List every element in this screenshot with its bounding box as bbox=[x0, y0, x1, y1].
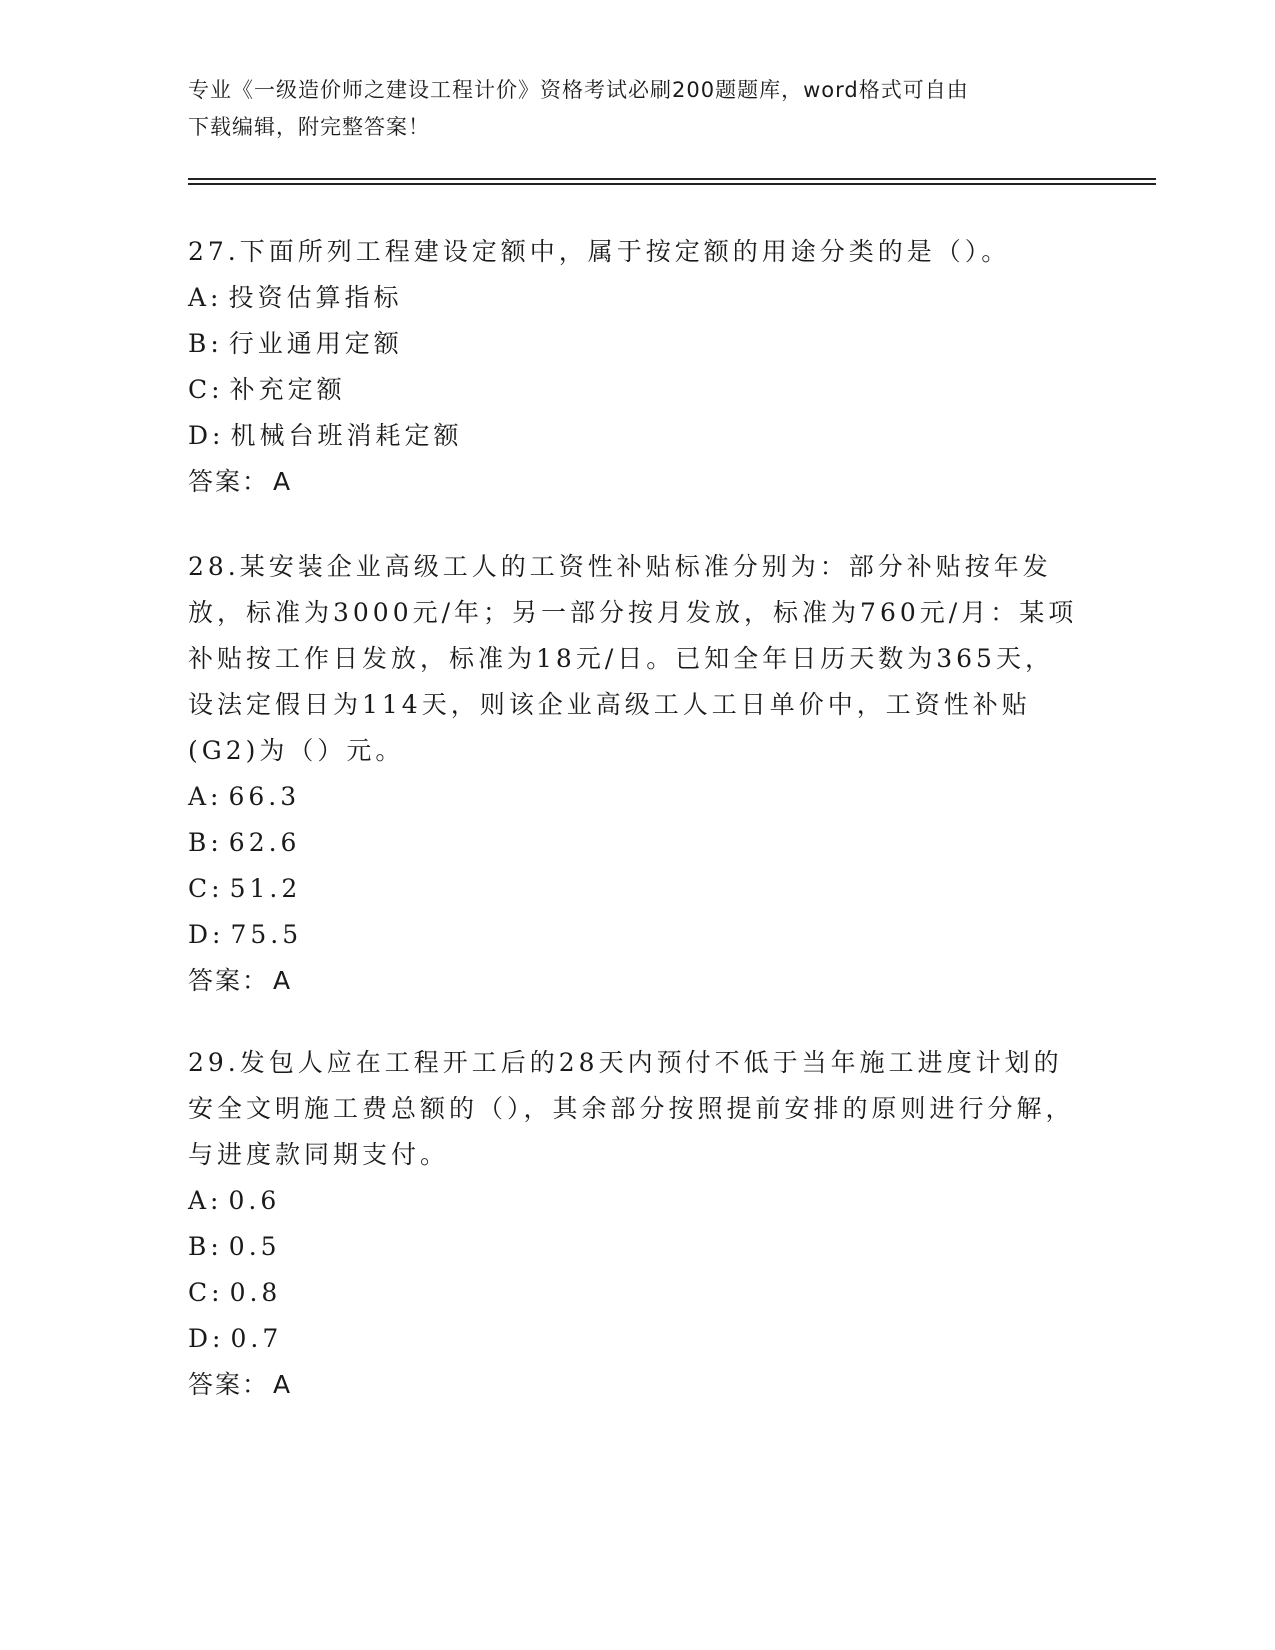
header-line-1: 专业《一级造价师之建设工程计价》资格考试必刷200题题库，word格式可自由 bbox=[188, 78, 969, 102]
option-d bbox=[188, 912, 1078, 958]
option-letter: D: bbox=[188, 920, 225, 949]
option-letter: B: bbox=[188, 1232, 223, 1261]
option-letter: B: bbox=[188, 329, 223, 358]
option-a bbox=[188, 1178, 1078, 1224]
option-b bbox=[188, 321, 1078, 367]
option-text: 机械台班消耗定额 bbox=[230, 421, 463, 450]
option-b bbox=[188, 1224, 1078, 1270]
header-divider-top bbox=[188, 178, 1156, 180]
answer-label: 答案： bbox=[188, 966, 270, 995]
question-28 bbox=[188, 544, 1078, 1004]
answer-value: A bbox=[273, 467, 293, 496]
option-d bbox=[188, 413, 1078, 459]
answer-value: A bbox=[273, 1370, 293, 1399]
answer-line bbox=[188, 1362, 1078, 1408]
option-text: 0.5 bbox=[228, 1232, 281, 1261]
option-text: 0.6 bbox=[228, 1186, 281, 1215]
option-text: 补充定额 bbox=[229, 375, 346, 404]
document-header bbox=[188, 72, 1068, 146]
option-text: 66.3 bbox=[228, 782, 301, 811]
question-stem: 28.某安装企业高级工人的工资性补贴标准分别为：部分补贴按年发放，标准为3000元/年；另一部分按月发放，标准为760元/月：某项补贴按工作日发放，标准为18元/日。已知全年日历天数为365天，设法定假日为114天，则该企业高级工人工日单价中，工资性补贴(G2)为（）元。 bbox=[188, 552, 1078, 765]
option-c bbox=[188, 1270, 1078, 1316]
answer-label: 答案： bbox=[188, 1370, 270, 1399]
question-29 bbox=[188, 1040, 1078, 1408]
answer-value: A bbox=[273, 966, 293, 995]
option-letter: A: bbox=[188, 283, 223, 312]
option-c bbox=[188, 866, 1078, 912]
option-letter: C: bbox=[188, 1278, 224, 1307]
option-letter: D: bbox=[188, 1324, 225, 1353]
option-d bbox=[188, 1316, 1078, 1362]
option-letter: C: bbox=[188, 874, 224, 903]
option-letter: B: bbox=[188, 828, 223, 857]
question-stem: 29.发包人应在工程开工后的28天内预付不低于当年施工进度计划的安全文明施工费总额的（），其余部分按照提前安排的原则进行分解，与进度款同期支付。 bbox=[188, 1048, 1075, 1169]
option-b bbox=[188, 820, 1078, 866]
answer-line bbox=[188, 958, 1078, 1004]
option-a bbox=[188, 275, 1078, 321]
option-text: 51.2 bbox=[229, 874, 302, 903]
header-line-2: 下载编辑，附完整答案！ bbox=[188, 115, 430, 139]
option-letter: C: bbox=[188, 375, 224, 404]
header-divider-bottom bbox=[188, 183, 1156, 185]
option-text: 75.5 bbox=[230, 920, 303, 949]
option-c bbox=[188, 367, 1078, 413]
option-letter: A: bbox=[188, 782, 223, 811]
option-text: 62.6 bbox=[228, 828, 301, 857]
option-letter: A: bbox=[188, 1186, 223, 1215]
option-text: 0.8 bbox=[229, 1278, 282, 1307]
answer-line bbox=[188, 459, 1078, 505]
question-stem: 27.下面所列工程建设定额中，属于按定额的用途分类的是（）。 bbox=[188, 237, 1011, 266]
question-27 bbox=[188, 229, 1078, 505]
option-text: 行业通用定额 bbox=[228, 329, 403, 358]
answer-label: 答案： bbox=[188, 467, 270, 496]
option-text: 0.7 bbox=[230, 1324, 283, 1353]
option-text: 投资估算指标 bbox=[228, 283, 403, 312]
option-a bbox=[188, 774, 1078, 820]
option-letter: D: bbox=[188, 421, 225, 450]
